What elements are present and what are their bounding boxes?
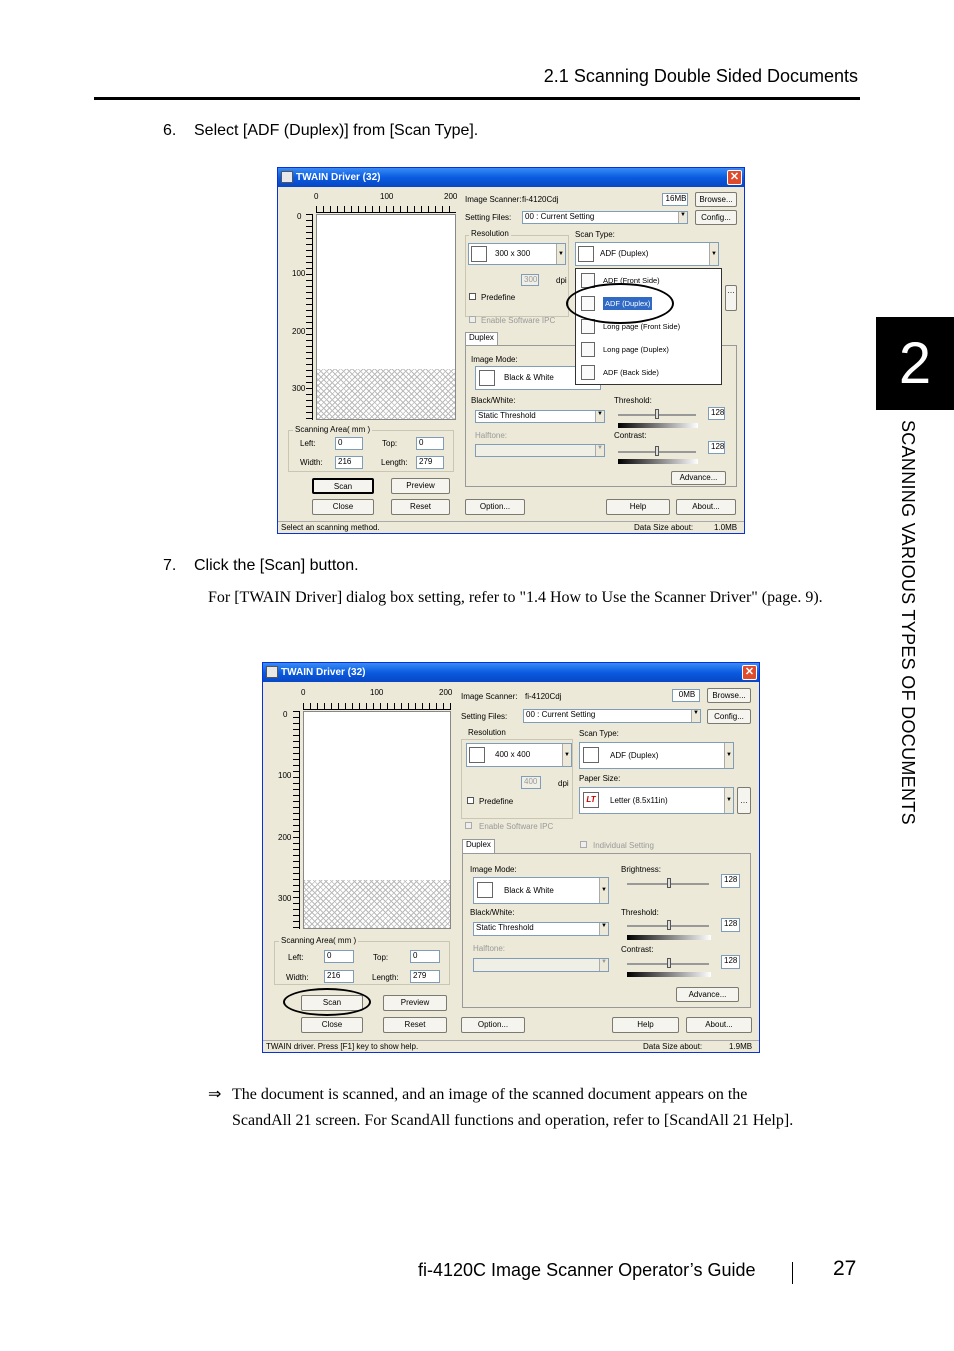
about-button[interactable]: About...	[686, 1017, 752, 1033]
contrast-thumb[interactable]	[655, 446, 659, 456]
status-bar	[278, 521, 744, 533]
predefine-checkbox[interactable]	[469, 293, 476, 300]
ruler-label: 200	[278, 833, 292, 842]
setting-files-label: Setting Files:	[465, 213, 512, 222]
document-icon	[581, 365, 595, 380]
help-button[interactable]: Help	[606, 499, 670, 515]
setting-files-value: 00 : Current Setting	[525, 212, 595, 221]
app-icon	[266, 666, 278, 678]
memory-indicator: 16MB	[662, 193, 688, 206]
ruler-label: 100	[292, 269, 306, 278]
option-button[interactable]: Option...	[465, 499, 525, 515]
step-number: 7.	[163, 557, 177, 574]
ruler-label: 100	[278, 771, 292, 780]
image-mode-label: Image Mode:	[471, 355, 518, 364]
ruler-top	[316, 206, 456, 213]
memory-indicator: 0MB	[672, 689, 700, 702]
left-label: Left:	[300, 439, 316, 448]
scanning-area-label: Scanning Area( mm )	[281, 936, 357, 945]
image-mode-select[interactable]	[473, 877, 609, 904]
dpi-label: dpi	[556, 276, 567, 285]
predefine-label: Predefine	[481, 293, 516, 302]
preview-hatch	[304, 880, 450, 928]
top-label: Top:	[373, 953, 389, 962]
scan-type-label: Scan Type:	[575, 230, 615, 239]
browse-button[interactable]: Browse...	[695, 192, 737, 207]
length-field[interactable]: 279	[416, 456, 444, 469]
help-button[interactable]: Help	[612, 1017, 679, 1033]
top-label: Top:	[382, 439, 398, 448]
halftone-select	[475, 444, 605, 457]
preview-button[interactable]: Preview	[383, 995, 447, 1011]
dpi-field: 400	[521, 776, 541, 789]
resolution-select[interactable]	[466, 743, 572, 767]
setting-files-label: Setting Files:	[461, 712, 508, 721]
ruler-label: 100	[380, 192, 394, 201]
length-label: Length:	[372, 973, 399, 982]
image-scanner-label: Image Scanner:	[465, 195, 522, 204]
data-size-label: Data Size about:	[643, 1042, 703, 1051]
chevron-down-icon: ▼	[709, 243, 718, 265]
threshold-label: Threshold:	[614, 396, 652, 405]
length-label: Length:	[381, 458, 408, 467]
paper-size-value: Letter (8.5x11in)	[610, 796, 668, 805]
tab-duplex[interactable]: Duplex	[465, 332, 498, 345]
setting-files-select[interactable]	[523, 709, 701, 723]
halftone-select	[473, 958, 609, 972]
image-mode-icon	[477, 882, 493, 898]
ruler-label: 0	[301, 688, 306, 697]
twain-dialog-1	[277, 167, 745, 534]
predefine-checkbox[interactable]	[467, 797, 474, 804]
footer-guide-title: fi-4120C Image Scanner Operator’s Guide	[418, 1260, 756, 1280]
reference-paragraph: For [TWAIN Driver] dialog box setting, refer to "1.4 How to Use the Scanner Driver" (page. 9).	[208, 589, 823, 606]
close-icon[interactable]: ✕	[727, 170, 742, 185]
chevron-down-icon: ▼	[595, 411, 604, 422]
image-mode-value: Black & White	[504, 886, 554, 895]
close-icon[interactable]: ✕	[742, 665, 757, 680]
chevron-down-icon: ▼	[691, 710, 700, 722]
image-scanner-label: Image Scanner:	[461, 692, 518, 701]
contrast-gradient	[627, 972, 711, 977]
highlight-ellipse	[566, 283, 674, 324]
ruler-top	[303, 703, 451, 710]
scan-button[interactable]: Scan	[312, 478, 374, 494]
halftone-label: Halftone:	[473, 944, 506, 953]
contrast-field[interactable]: 128	[708, 441, 725, 454]
preview-button[interactable]: Preview	[391, 478, 450, 494]
chevron-down-icon: ▼	[599, 959, 608, 971]
twain-dialog-2	[262, 662, 760, 1053]
scan-type-label: Scan Type:	[579, 729, 619, 738]
width-field[interactable]: 216	[335, 456, 363, 469]
top-field[interactable]: 0	[416, 437, 444, 450]
setting-files-value: 00 : Current Setting	[526, 710, 596, 719]
chevron-down-icon: ▼	[599, 878, 608, 903]
close-button[interactable]: Close	[312, 499, 374, 515]
dropdown-item-label: Long page (Front Side)	[603, 322, 681, 331]
dropdown-item-label: ADF (Duplex)	[605, 299, 651, 308]
image-mode-icon	[479, 370, 495, 386]
dialog-title: TWAIN Driver (32)	[281, 667, 366, 678]
resolution-icon	[471, 246, 487, 262]
threshold-thumb[interactable]	[667, 920, 671, 930]
header-rule	[94, 97, 860, 100]
left-field[interactable]: 0	[335, 437, 363, 450]
chevron-down-icon: ▼	[595, 445, 604, 456]
width-field[interactable]: 216	[324, 970, 354, 983]
title-bar	[278, 168, 744, 187]
dropdown-item-label: ADF (Back Side)	[603, 368, 659, 377]
scan-type-value: ADF (Duplex)	[600, 249, 649, 258]
bw-value: Static Threshold	[476, 923, 534, 932]
app-icon	[281, 171, 293, 183]
contrast-thumb[interactable]	[667, 958, 671, 968]
step-text: Select [ADF (Duplex)] from [Scan Type].	[194, 122, 479, 139]
individual-setting-label: Individual Setting	[593, 841, 654, 850]
paper-size-more-button[interactable]: …	[737, 787, 751, 814]
resolution-value: 400 x 400	[495, 750, 531, 759]
option-button[interactable]: Option...	[461, 1017, 525, 1033]
paper-size-select[interactable]	[579, 787, 734, 814]
predefine-label: Predefine	[479, 797, 514, 806]
ruler-label: 200	[292, 327, 306, 336]
paper-size-more-button[interactable]: …	[725, 285, 737, 311]
ruler-label: 300	[278, 894, 292, 903]
enable-ipc-checkbox	[465, 822, 472, 829]
config-button[interactable]: Config...	[707, 709, 751, 724]
resolution-value: 300 x 300	[495, 249, 531, 258]
document-icon	[581, 342, 595, 357]
halftone-label: Halftone:	[475, 431, 508, 440]
brightness-label: Brightness:	[621, 865, 662, 874]
title-bar	[263, 663, 759, 682]
status-bar	[263, 1040, 759, 1052]
dropdown-item[interactable]	[579, 340, 719, 360]
image-mode-value: Black & White	[504, 373, 554, 382]
step-number: 6.	[163, 122, 177, 139]
chevron-down-icon: ▼	[724, 788, 733, 813]
result-line-2: ScandAll 21 screen. For ScandAll functions and operation, refer to [ScandAll 21 Help].	[232, 1112, 794, 1129]
top-field[interactable]: 0	[410, 950, 440, 963]
preview-hatch	[317, 369, 455, 419]
step-text: Click the [Scan] button.	[194, 557, 359, 574]
enable-ipc-checkbox	[469, 316, 476, 323]
scan-type-select[interactable]	[575, 242, 719, 266]
width-label: Width:	[300, 458, 323, 467]
width-label: Width:	[286, 973, 309, 982]
bw-select[interactable]	[473, 922, 609, 936]
status-text: Select an scanning method.	[281, 523, 380, 532]
running-header: 2.1 Scanning Double Sided Documents	[543, 66, 858, 86]
setting-files-select[interactable]	[522, 211, 688, 224]
image-mode-label: Image Mode:	[470, 865, 517, 874]
arrow-icon: ⇒	[208, 1086, 222, 1103]
threshold-label: Threshold:	[621, 908, 659, 917]
resolution-label: Resolution	[468, 728, 506, 737]
scan-type-select[interactable]	[579, 742, 734, 769]
paper-size-label: Paper Size:	[579, 774, 621, 783]
ruler-label: 200	[444, 192, 458, 201]
paper-size-icon: LT	[583, 792, 599, 808]
close-button[interactable]: Close	[301, 1017, 363, 1033]
chapter-number: 2	[876, 317, 954, 410]
brightness-field[interactable]: 128	[721, 874, 740, 888]
dpi-label: dpi	[558, 779, 569, 788]
contrast-label: Contrast:	[621, 945, 654, 954]
dropdown-item-label: Long page (Duplex)	[603, 345, 669, 354]
left-label: Left:	[288, 953, 304, 962]
highlight-ellipse	[283, 988, 371, 1016]
contrast-label: Contrast:	[614, 431, 647, 440]
contrast-gradient	[618, 459, 698, 464]
threshold-gradient	[618, 423, 698, 428]
status-text: TWAIN driver. Press [F1] key to show help.	[266, 1042, 419, 1051]
chevron-down-icon: ▼	[562, 744, 571, 766]
scan-button[interactable]: Scan	[301, 995, 363, 1011]
result-line-1: The document is scanned, and an image of the scanned document appears on the	[232, 1086, 748, 1103]
browse-button[interactable]: Browse...	[707, 688, 751, 703]
scanning-area-label: Scanning Area( mm )	[295, 425, 371, 434]
image-scanner-value: fi-4120Cdj	[525, 692, 562, 701]
scanner-icon	[583, 747, 599, 763]
tab-duplex[interactable]: Duplex	[462, 839, 495, 853]
bw-label: Black/White:	[470, 908, 515, 917]
result-text	[208, 1082, 794, 1134]
data-size-value: 1.0MB	[714, 523, 738, 532]
dialog-title: TWAIN Driver (32)	[296, 172, 381, 183]
chapter-title: SCANNING VARIOUS TYPES OF DOCUMENTS	[898, 420, 918, 825]
data-size-value: 1.9MB	[729, 1042, 753, 1051]
chevron-down-icon: ▼	[556, 244, 565, 264]
bw-select[interactable]	[475, 410, 605, 423]
config-button[interactable]: Config...	[695, 210, 737, 225]
enable-ipc-label: Enable Software IPC	[479, 822, 554, 831]
dpi-field: 300	[521, 274, 539, 286]
advance-button[interactable]: Advance...	[671, 471, 726, 485]
dropdown-item[interactable]	[579, 363, 719, 383]
resolution-icon	[469, 747, 485, 763]
ruler-label: 300	[292, 384, 306, 393]
brightness-thumb[interactable]	[667, 878, 671, 888]
contrast-field[interactable]: 128	[721, 955, 740, 969]
resolution-label: Resolution	[471, 229, 509, 238]
threshold-field[interactable]: 128	[708, 407, 725, 420]
ruler-label: 0	[297, 212, 302, 221]
resolution-select[interactable]	[468, 243, 566, 265]
ruler-left	[306, 214, 313, 420]
ruler-label: 0	[283, 710, 288, 719]
chevron-down-icon: ▼	[678, 212, 687, 223]
reset-button[interactable]: Reset	[383, 1017, 447, 1033]
image-scanner-value: fi-4120Cdj	[522, 195, 559, 204]
bw-value: Static Threshold	[478, 411, 536, 420]
chevron-down-icon: ▼	[599, 923, 608, 935]
length-field[interactable]: 279	[410, 970, 440, 983]
advance-button[interactable]: Advance...	[676, 987, 739, 1002]
reset-button[interactable]: Reset	[391, 499, 450, 515]
dropdown-item-label: ADF (Front Side)	[603, 276, 660, 285]
scanner-icon	[578, 246, 594, 262]
ruler-label: 0	[314, 192, 319, 201]
threshold-gradient	[627, 935, 711, 940]
threshold-thumb[interactable]	[655, 409, 659, 419]
left-field[interactable]: 0	[324, 950, 354, 963]
enable-ipc-label: Enable Software IPC	[481, 316, 556, 325]
ruler-label: 200	[439, 688, 453, 697]
threshold-field[interactable]: 128	[721, 918, 740, 932]
footer-separator	[792, 1262, 793, 1284]
about-button[interactable]: About...	[676, 499, 736, 515]
data-size-label: Data Size about:	[634, 523, 694, 532]
ruler-label: 100	[370, 688, 384, 697]
preview-area[interactable]	[303, 711, 451, 929]
scan-type-value: ADF (Duplex)	[610, 751, 659, 760]
individual-setting-checkbox	[580, 841, 587, 848]
preview-area[interactable]	[316, 214, 456, 420]
bw-label: Black/White:	[471, 396, 516, 405]
ruler-left	[293, 711, 300, 929]
chevron-down-icon: ▼	[724, 743, 733, 768]
page-number: 27	[833, 1257, 857, 1280]
